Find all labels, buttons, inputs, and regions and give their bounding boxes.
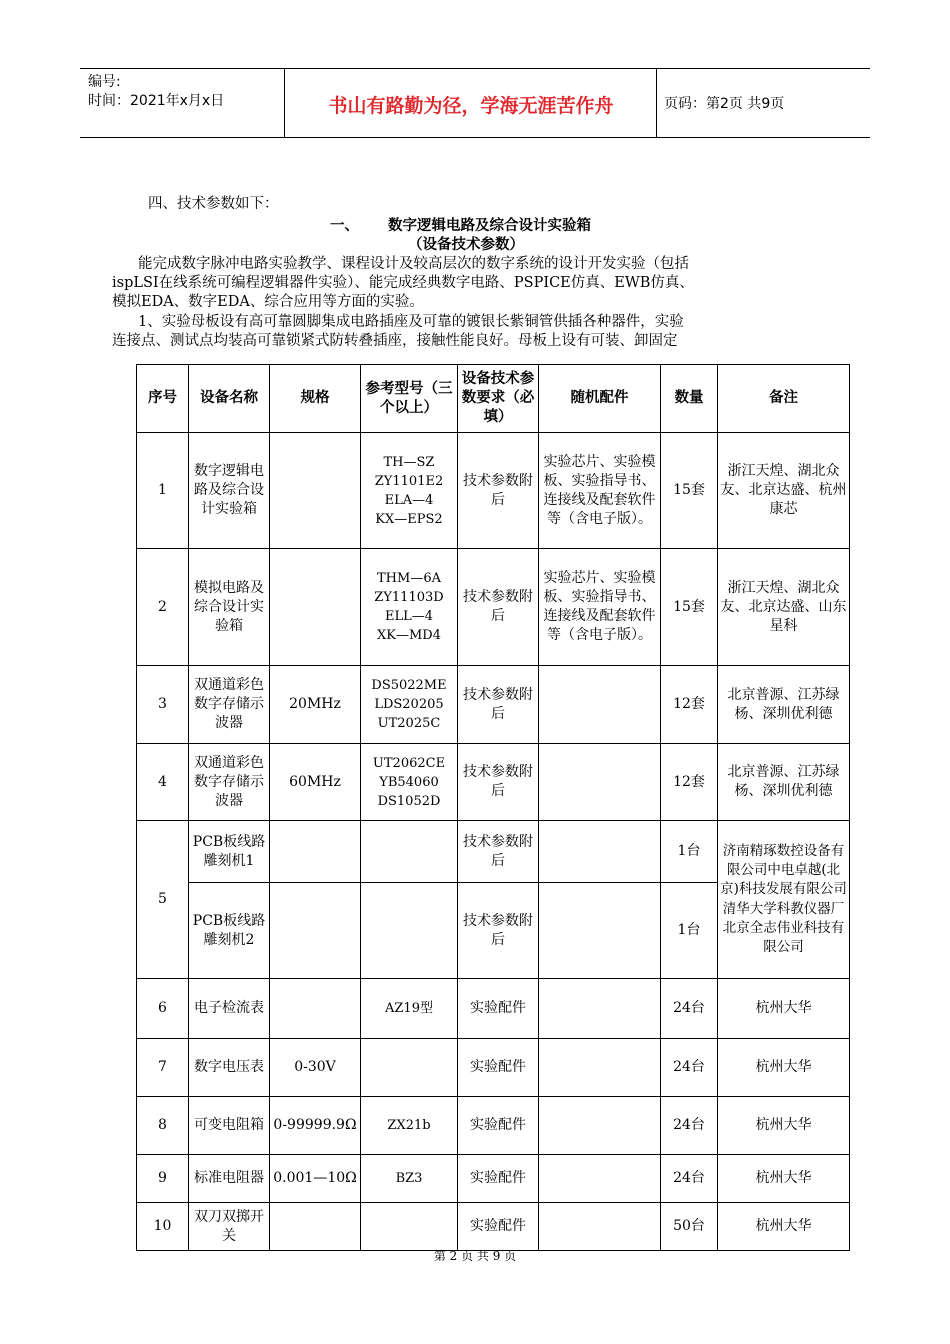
table-header-row [137,365,850,433]
table-row [137,666,850,744]
model-line: ELL—4 [384,609,434,624]
cell-name: 双通道彩色数字存储示波器 [189,666,270,744]
cell-no: 7 [137,1039,189,1097]
cell-acc [539,1203,661,1251]
cell-qty: 15套 [661,433,718,549]
table-row [137,1097,850,1155]
cell-note: 杭州大华 [718,1039,850,1097]
cell-model [361,1039,458,1097]
cell-note: 杭州大华 [718,1097,850,1155]
cell-req: 实验配件 [458,1203,539,1251]
cell-qty: 24台 [661,1155,718,1203]
heading-number: 一、 [330,217,359,234]
cell-name: 标准电阻器 [189,1155,270,1203]
paragraph-line: 模拟EDA、数字EDA、综合应用等方面的实验。 [112,294,424,310]
model-line: THM—6A [377,571,441,586]
table-row [137,549,850,666]
model-line: UT2025C [377,716,441,731]
heading-title: 数字逻辑电路及综合设计实验箱 [388,217,591,234]
cell-spec: 20MHz [270,666,361,744]
cell-note: 杭州大华 [718,1155,850,1203]
cell-acc: 实验芯片、实验模板、实验指导书、连接线及配套软件等（含电子版）。 [539,433,661,549]
cell-model [361,883,458,979]
cell-req: 技术参数附后 [458,744,539,821]
cell-model [361,433,458,549]
cell-acc: 实验芯片、实验模板、实验指导书、连接线及配套软件等（含电子版）。 [539,549,661,666]
cell-note: 北京普源、江苏绿杨、深圳优利德 [718,744,850,821]
cell-note: 杭州大华 [718,1203,850,1251]
cell-acc [539,744,661,821]
header-note: 备注 [718,365,850,433]
model-line: UT2062CE [372,755,446,771]
cell-no: 4 [137,744,189,821]
section-title: 四、技术参数如下： [148,196,279,212]
header-qty: 数量 [661,365,718,433]
cell-qty: 24台 [661,979,718,1039]
cell-spec [270,433,361,549]
cell-name: 数字逻辑电路及综合设计实验箱 [189,433,270,549]
header-divider [284,69,285,137]
cell-name: 双刀双掷开关 [189,1203,270,1251]
cell-name: 电子检流表 [189,979,270,1039]
number-label: 编号: [88,74,121,90]
cell-acc [539,1155,661,1203]
page-footer: 第 2 页 共 9 页 [433,1249,517,1263]
cell-spec [270,549,361,666]
cell-no: 3 [137,666,189,744]
cell-no: 6 [137,979,189,1039]
cell-req: 实验配件 [458,1097,539,1155]
cell-model [361,1203,458,1251]
header-acc: 随机配件 [539,365,661,433]
model-line: AZ19型 [385,1001,433,1016]
cell-qty: 50台 [661,1203,718,1251]
cell-acc [539,1097,661,1155]
header-no: 序号 [137,365,189,433]
cell-note: 浙江天煌、湖北众友、北京达盛、山东星科 [718,549,850,666]
cell-model [361,979,458,1039]
cell-model [361,1097,458,1155]
cell-spec [270,979,361,1039]
cell-name: PCB板线路雕刻机1 [189,821,270,883]
cell-req: 技术参数附后 [458,821,539,883]
model-line: ELA—4 [384,492,434,508]
cell-no: 9 [137,1155,189,1203]
page-header [80,68,870,138]
cell-req: 实验配件 [458,1155,539,1203]
paragraph-line: ispLSI在线系统可编程逻辑器件实验）、能完成经典数字电路、PSPICE仿真、EWB仿真、 [112,275,694,291]
cell-note: 杭州大华 [718,979,850,1039]
table-row [137,821,850,883]
cell-acc [539,1039,661,1097]
header-spec: 规格 [270,365,361,433]
cell-req: 技术参数附后 [458,549,539,666]
cell-no: 8 [137,1097,189,1155]
model-line: XK—MD4 [377,628,441,643]
cell-model [361,1155,458,1203]
paragraph-line: 连接点、测试点均装高可靠锁紧式防转叠插座，接触性能良好。母板上设有可装、卸固定 [112,333,678,349]
cell-no: 5 [137,821,189,979]
table-row [137,979,850,1039]
model-line: BZ3 [395,1171,423,1186]
cell-no: 1 [137,433,189,549]
cell-acc [539,883,661,979]
cell-note: 济南精琢数控设备有限公司中电卓越(北京)科技发展有限公司清华大学科教仪器厂北京全志伟业科技有限公司 [718,821,850,979]
model-line: KX—EPS2 [375,511,443,527]
model-line: DS1052D [377,793,441,809]
cell-qty: 12套 [661,744,718,821]
cell-acc [539,821,661,883]
cell-model [361,744,458,821]
cell-name: PCB板线路雕刻机2 [189,883,270,979]
cell-note: 北京普源、江苏绿杨、深圳优利德 [718,666,850,744]
header-divider [656,69,657,137]
table-row [137,744,850,821]
header-name: 设备名称 [189,365,270,433]
cell-no: 2 [137,549,189,666]
page-info: 页码：第2页 共9页 [664,96,785,112]
model-line: YB54060 [379,774,439,790]
heading-subtitle: （设备技术参数） [408,236,524,253]
table-row [137,1039,850,1097]
cell-model [361,666,458,744]
model-line: ZY1101E2 [374,473,444,489]
cell-spec [270,821,361,883]
cell-req: 技术参数附后 [458,883,539,979]
paragraph-line: 能完成数字脉冲电路实验教学、课程设计及较高层次的数字系统的设计开发实验（包括 [138,256,689,272]
table-row [137,433,850,549]
cell-qty: 15套 [661,549,718,666]
equipment-table [136,364,850,1251]
cell-qty: 1台 [661,821,718,883]
cell-qty: 12套 [661,666,718,744]
cell-qty: 24台 [661,1039,718,1097]
cell-model [361,549,458,666]
cell-name: 模拟电路及综合设计实验箱 [189,549,270,666]
paragraph-line: 1、实验母板设有高可靠圆脚集成电路插座及可靠的镀银长紫铜管供插各种器件，实验 [138,314,684,330]
cell-qty: 24台 [661,1097,718,1155]
model-line: TH—SZ [383,454,435,470]
table-row [137,1203,850,1251]
cell-note: 浙江天煌、湖北众友、北京达盛、杭州康芯 [718,433,850,549]
cell-spec: 0-30V [270,1039,361,1097]
header-model: 参考型号（三个以上） [361,365,458,433]
cell-spec [270,883,361,979]
header-left [88,73,224,111]
cell-model [361,821,458,883]
cell-req: 技术参数附后 [458,433,539,549]
cell-name: 可变电阻箱 [189,1097,270,1155]
header-req: 设备技术参数要求（必填） [458,365,539,433]
table-row [137,1155,850,1203]
cell-spec [270,1203,361,1251]
cell-spec: 0.001—10Ω [270,1155,361,1203]
model-line: DS5022ME [371,678,447,693]
cell-name: 数字电压表 [189,1039,270,1097]
time-label: 时间：2021年x月x日 [88,93,225,109]
cell-req: 实验配件 [458,1039,539,1097]
motto: 书山有路勤为径，学海无涯苦作舟 [328,95,614,117]
cell-req: 实验配件 [458,979,539,1039]
cell-acc [539,979,661,1039]
cell-qty: 1台 [661,883,718,979]
model-line: ZY11103D [374,590,444,605]
model-line: ZX21b [387,1118,431,1133]
cell-name: 双通道彩色数字存储示波器 [189,744,270,821]
cell-req: 技术参数附后 [458,666,539,744]
cell-spec: 60MHz [270,744,361,821]
cell-no: 10 [137,1203,189,1251]
cell-acc [539,666,661,744]
cell-spec: 0-99999.9Ω [270,1097,361,1155]
model-line: LDS20205 [374,697,444,712]
